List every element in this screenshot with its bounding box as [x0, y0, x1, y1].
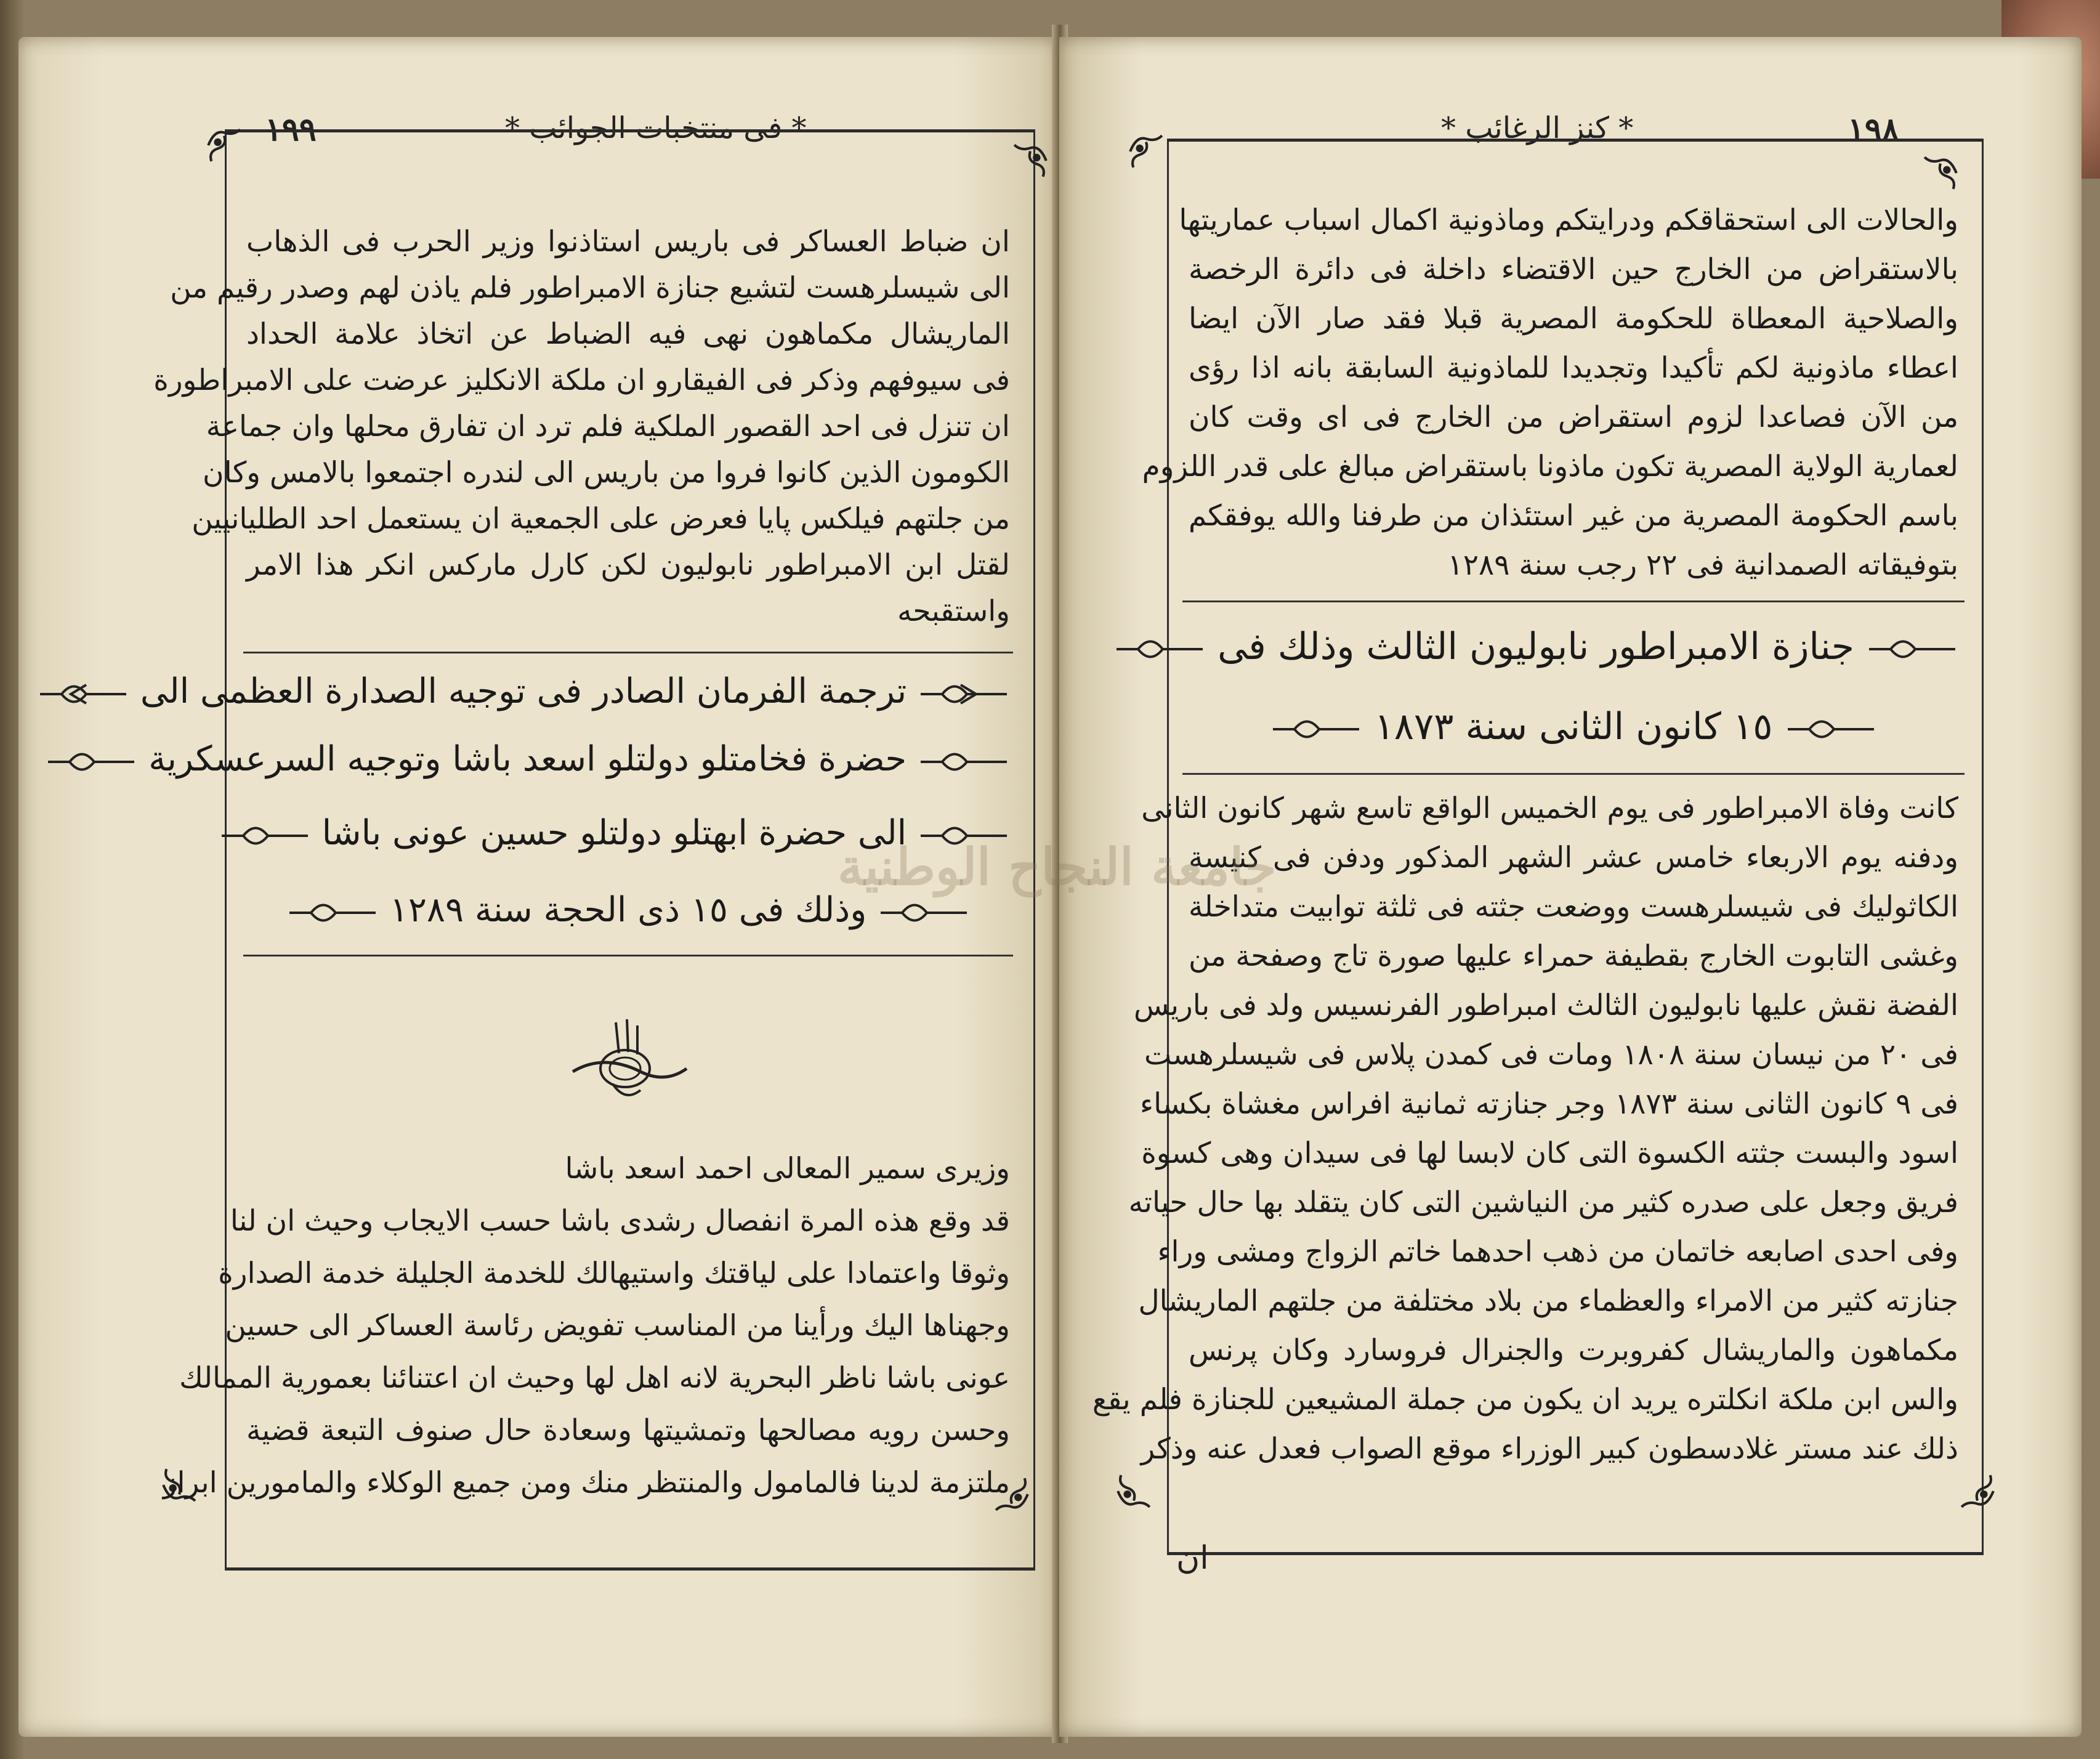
catchword: ان: [1176, 1540, 1209, 1577]
flourish-icon: [1785, 714, 1877, 745]
text-line: باسم الحكومة المصرية من غير استئذان من طرفنا والله يوفقكم: [1189, 499, 1958, 533]
corner-ornament-icon: [1127, 132, 1165, 171]
flourish-icon: [45, 746, 137, 777]
left-page-number: ١٩٩: [265, 111, 317, 148]
text-line: والصلاحية المعطاة للحكومة المصرية قبلا فقد صار الآن ايضا: [1189, 302, 1958, 336]
right-running-head: * كنز الرغائب *: [1441, 111, 1634, 145]
flourish-icon: [219, 820, 311, 851]
section-rule: [1182, 600, 1965, 602]
text-line: الكومون الذين كانوا فروا من باريس الى لندره اجتمعوا بالامس وكان: [203, 456, 1010, 490]
text-line: عونى باشا ناظر البحرية لانه اهل لها وحيث ان اعتنائنا بعمورية الممالك: [179, 1361, 1010, 1395]
text-line: فى ٢٠ من نيسان سنة ١٨٠٨ ومات فى كمدن پلاس فى شيسلرهست: [1144, 1038, 1958, 1072]
text-line: بالاستقراض من الخارج حين الاقتضاء داخلة فى دائرة الرخصة: [1189, 253, 1958, 286]
text-line: ان تنزل فى احد القصور الملكية فلم ترد ان تفارق محلها وان جماعة: [206, 410, 1010, 443]
text-line: جنازته كثير من الامراء والعظماء من بلاد مختلفة من جلتهم الماريشال: [1138, 1284, 1958, 1318]
text-line: وحسن رويه مصالحها وتمشيتها وسعادة حال صنوف التبعة قضية: [246, 1413, 1010, 1447]
text-line: فى سيوفهم وذكر فى الفيقارو ان ملكة الانكليز عرضت على الامبراطورة: [153, 363, 1010, 397]
text-line: فريق وجعل على صدره كثير من النياشين التى كان يتقلد بها حال حياته: [1128, 1186, 1958, 1219]
text-line: لقتل ابن الامبراطور نابوليون لكن كارل ماركس انكر هذا الامر: [246, 548, 1010, 582]
funeral-heading-text: ١٥ كانون الثانى سنة ١٨٧٣: [1374, 705, 1773, 748]
left-running-head: * فى منتخبات الجوائب *: [505, 111, 807, 145]
corner-ornament-icon: [1921, 154, 1960, 192]
flourish-icon: [918, 679, 1010, 710]
firman-heading-line: [140, 671, 1010, 711]
text-line: واستقبحه: [897, 594, 1010, 628]
text-line: وغشى التابوت الخارج بقطيفة حمراء عليها صورة تاج وصفحة من: [1189, 939, 1958, 973]
corner-ornament-icon: [1115, 1472, 1153, 1510]
text-line: قد وقع هذه المرة انفصال رشدى باشا حسب الايجاب وحيث ان لنا: [230, 1204, 1010, 1238]
text-line: الفضة نقش عليها نابوليون الثالث امبراطور الفرنسيس ولد فى باريس: [1134, 989, 1958, 1022]
text-line: بتوفيقاته الصمدانية فى ٢٢ رجب سنة ١٢٨٩: [1447, 548, 1958, 582]
text-line: الى شيسلرهست لتشيع جنازة الامبراطور فلم ياذن لهم وصدر رقيم من: [170, 271, 1010, 305]
tughra-icon: [567, 1016, 690, 1109]
text-line: من الآن فصاعدا لزوم استقراض من الخارج فى اى وقت كان: [1189, 400, 1958, 434]
flourish-icon: [1113, 634, 1206, 665]
funeral-heading-line: [1189, 625, 1958, 668]
text-line: اسود والبست جثته الكسوة التى كان لابسا لها فى سيدان وهى كسوة: [1141, 1136, 1958, 1170]
text-line: الكاثوليك فى شيسلرهست ووضعت جثته فى ثلثة توابيت متداخلة: [1189, 890, 1958, 924]
firman-heading-text: ترجمة الفرمان الصادر فى توجيه الصدارة العظمى الى: [140, 671, 907, 711]
library-watermark: جامعة النجاح الوطنية: [838, 838, 1277, 897]
corner-ornament-icon: [1011, 142, 1049, 180]
flourish-icon: [878, 897, 970, 928]
corner-ornament-icon: [205, 126, 243, 164]
text-line: ودفنه يوم الاربعاء خامس عشر الشهر المذكور ودفن فى كنيسة: [1189, 841, 1958, 875]
text-line: والس ابن ملكة انكلتره يريد ان يكون من جملة المشيعين للجنازة فلم يقع: [1092, 1383, 1958, 1417]
firman-heading-text: الى حضرة ابهتلو دولتلو حسين عونى باشا: [321, 813, 907, 853]
flourish-icon: [286, 897, 379, 928]
flourish-icon: [918, 746, 1010, 777]
text-line: مكماهون والماريشال كفروبرت والجنرال فروسارد وكان پرنس: [1189, 1333, 1958, 1367]
funeral-heading-line: [1189, 705, 1958, 748]
flourish-icon: [37, 679, 129, 710]
text-line: ذلك عند مستر غلادسطون كبير الوزراء موقع الصواب فعدل عنه وذكر: [1141, 1432, 1958, 1466]
text-line: ملتزمة لدينا فالمامول والمنتظر منك ومن جميع الوكلاء والمامورين ابراز: [163, 1466, 1010, 1500]
text-line: لعمارية الولاية المصرية تكون ماذونا باستقراض مبالغ على قدر اللزوم: [1142, 450, 1958, 483]
text-line: وفى احدى اصابعه خاتمان من ذهب احدهما خاتم الزواج ومشى وراء: [1157, 1235, 1958, 1269]
text-line: ان ضباط العساكر فى باريس استاذنوا وزير الحرب فى الذهاب: [246, 225, 1010, 259]
text-line: وزيرى سمير المعالى احمد اسعد باشا: [565, 1152, 1010, 1186]
text-line: كانت وفاة الامبراطور فى يوم الخميس الواقع تاسع شهر كانون الثانى: [1141, 791, 1958, 825]
firman-heading-text: وذلك فى ١٥ ذى الحجة سنة ١٢٨٩: [389, 890, 867, 930]
funeral-heading-text: جنازة الامبراطور نابوليون الثالث وذلك فى: [1218, 625, 1854, 668]
firman-heading-line: [148, 739, 1010, 779]
text-line: من جلتهم فيلكس پايا فعرض على الجمعية ان يستعمل احد الطليانيين: [192, 502, 1010, 536]
section-rule: [243, 652, 1013, 653]
text-line: وثوقا واعتمادا على لياقتك واستيهالك للخدمة الجليلة خدمة الصدارة: [218, 1256, 1010, 1290]
text-line: اعطاء ماذونية لكم تأكيدا وتجديدا للماذونية السابقة بانه اذا رؤى: [1189, 351, 1958, 385]
section-rule: [1182, 773, 1965, 775]
right-page-number: ١٩٨: [1848, 111, 1899, 148]
section-rule: [243, 955, 1013, 956]
text-line: الماريشال مكماهون نهى فيه الضباط عن اتخاذ علامة الحداد: [246, 317, 1010, 351]
text-line: والحالات الى استحقاقكم ودرايتكم وماذونية اكمال اسباب عماريتها: [1179, 203, 1958, 237]
firman-heading-text: حضرة فخامتلو دولتلو اسعد باشا وتوجيه السرعسكرية: [148, 739, 907, 779]
corner-ornament-icon: [1958, 1472, 1997, 1510]
text-line: وجهناها اليك ورأينا من المناسب تفويض رئاسة العساكر الى حسين: [225, 1309, 1010, 1343]
flourish-icon: [1866, 634, 1958, 665]
text-line: فى ٩ كانون الثانى سنة ١٨٧٣ وجر جنازته ثمانية افراس مغشاة بكساء: [1140, 1087, 1958, 1121]
flourish-icon: [1270, 714, 1362, 745]
